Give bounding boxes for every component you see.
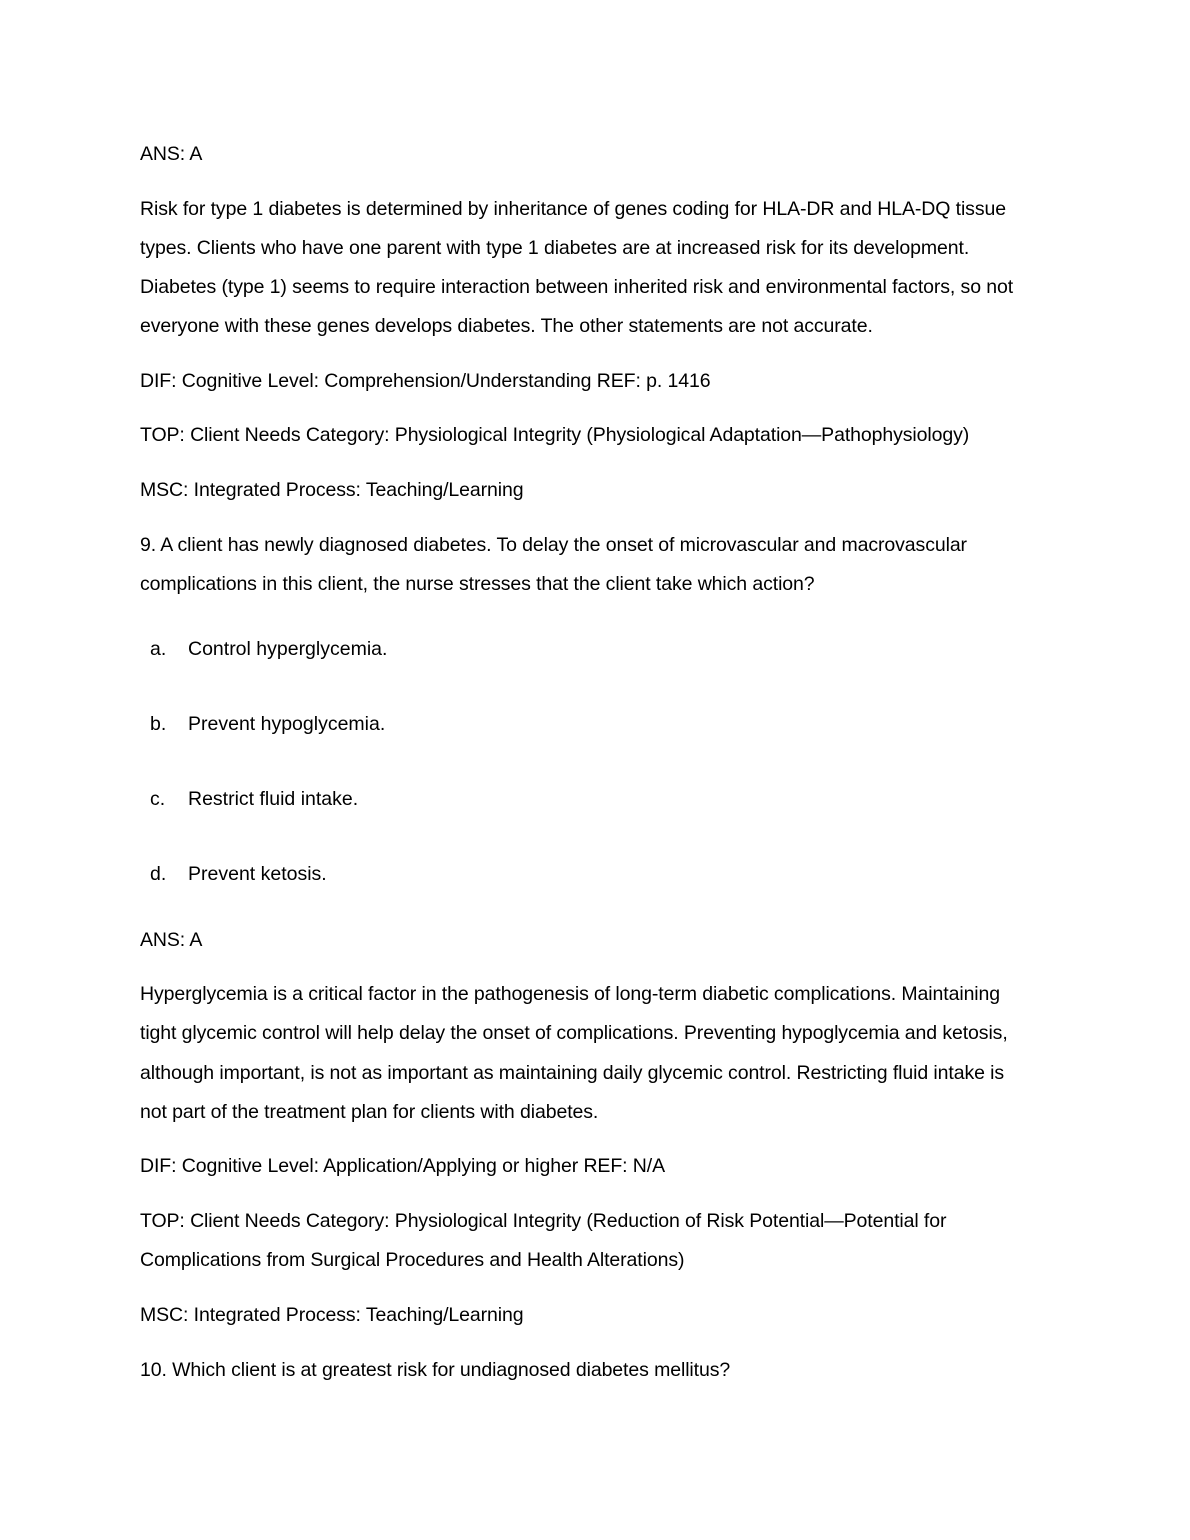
q9-option-a-letter: a. bbox=[150, 638, 167, 660]
q8-rationale-line-2: types. Clients who have one parent with type 1 diabetes are at increased risk for its development. bbox=[140, 237, 970, 259]
q9-option-c-letter: c. bbox=[150, 788, 166, 810]
q8-rationale-line-1: Risk for type 1 diabetes is determined by inheritance of genes coding for HLA-DR and HLA-DQ tissue bbox=[140, 198, 1006, 220]
q9-option-a-text: Control hyperglycemia. bbox=[188, 638, 388, 660]
q9-option-d-letter: d. bbox=[150, 863, 167, 885]
q9-misc: MSC: Integrated Process: Teaching/Learning bbox=[140, 1304, 524, 1326]
q9-stem-line-1: 9. A client has newly diagnosed diabetes. To delay the onset of microvascular and macrovascular bbox=[140, 534, 967, 556]
q9-stem-line-2: complications in this client, the nurse stresses that the client take which action? bbox=[140, 573, 815, 595]
q8-rationale-line-4: everyone with these genes develops diabetes. The other statements are not accurate. bbox=[140, 315, 873, 337]
q9-rationale-line-2: tight glycemic control will help delay the onset of complications. Preventing hypoglycemia and ketosis, bbox=[140, 1022, 1008, 1044]
q8-rationale-line-3: Diabetes (type 1) seems to require interaction between inherited risk and environmental factors, so not bbox=[140, 276, 1014, 298]
q9-rationale-line-3: although important, is not as important as maintaining daily glycemic control. Restricting fluid intake is bbox=[140, 1062, 1005, 1084]
q9-rationale-line-4: not part of the treatment plan for clients with diabetes. bbox=[140, 1101, 599, 1123]
q8-misc: MSC: Integrated Process: Teaching/Learning bbox=[140, 479, 524, 501]
q9-topic-line-2: Complications from Surgical Procedures and Health Alterations) bbox=[140, 1249, 685, 1271]
q8-difficulty: DIF: Cognitive Level: Comprehension/Understanding REF: p. 1416 bbox=[140, 370, 711, 392]
q9-difficulty: DIF: Cognitive Level: Application/Applying or higher REF: N/A bbox=[140, 1155, 665, 1177]
q8-topic: TOP: Client Needs Category: Physiological Integrity (Physiological Adaptation—Pathophysiology) bbox=[140, 424, 970, 446]
q9-option-c-text: Restrict fluid intake. bbox=[188, 788, 359, 810]
q9-answer: ANS: A bbox=[140, 929, 203, 951]
q8-answer: ANS: A bbox=[140, 143, 203, 165]
q9-option-d-text: Prevent ketosis. bbox=[188, 863, 327, 885]
q10-stem: 10. Which client is at greatest risk for undiagnosed diabetes mellitus? bbox=[140, 1359, 731, 1381]
q9-option-b-text: Prevent hypoglycemia. bbox=[188, 713, 386, 735]
q9-topic-line-1: TOP: Client Needs Category: Physiological Integrity (Reduction of Risk Potential—Potential for bbox=[140, 1210, 947, 1232]
q9-rationale-line-1: Hyperglycemia is a critical factor in the pathogenesis of long-term diabetic complications. Maintaining bbox=[140, 983, 1001, 1005]
q9-option-b-letter: b. bbox=[150, 713, 167, 735]
